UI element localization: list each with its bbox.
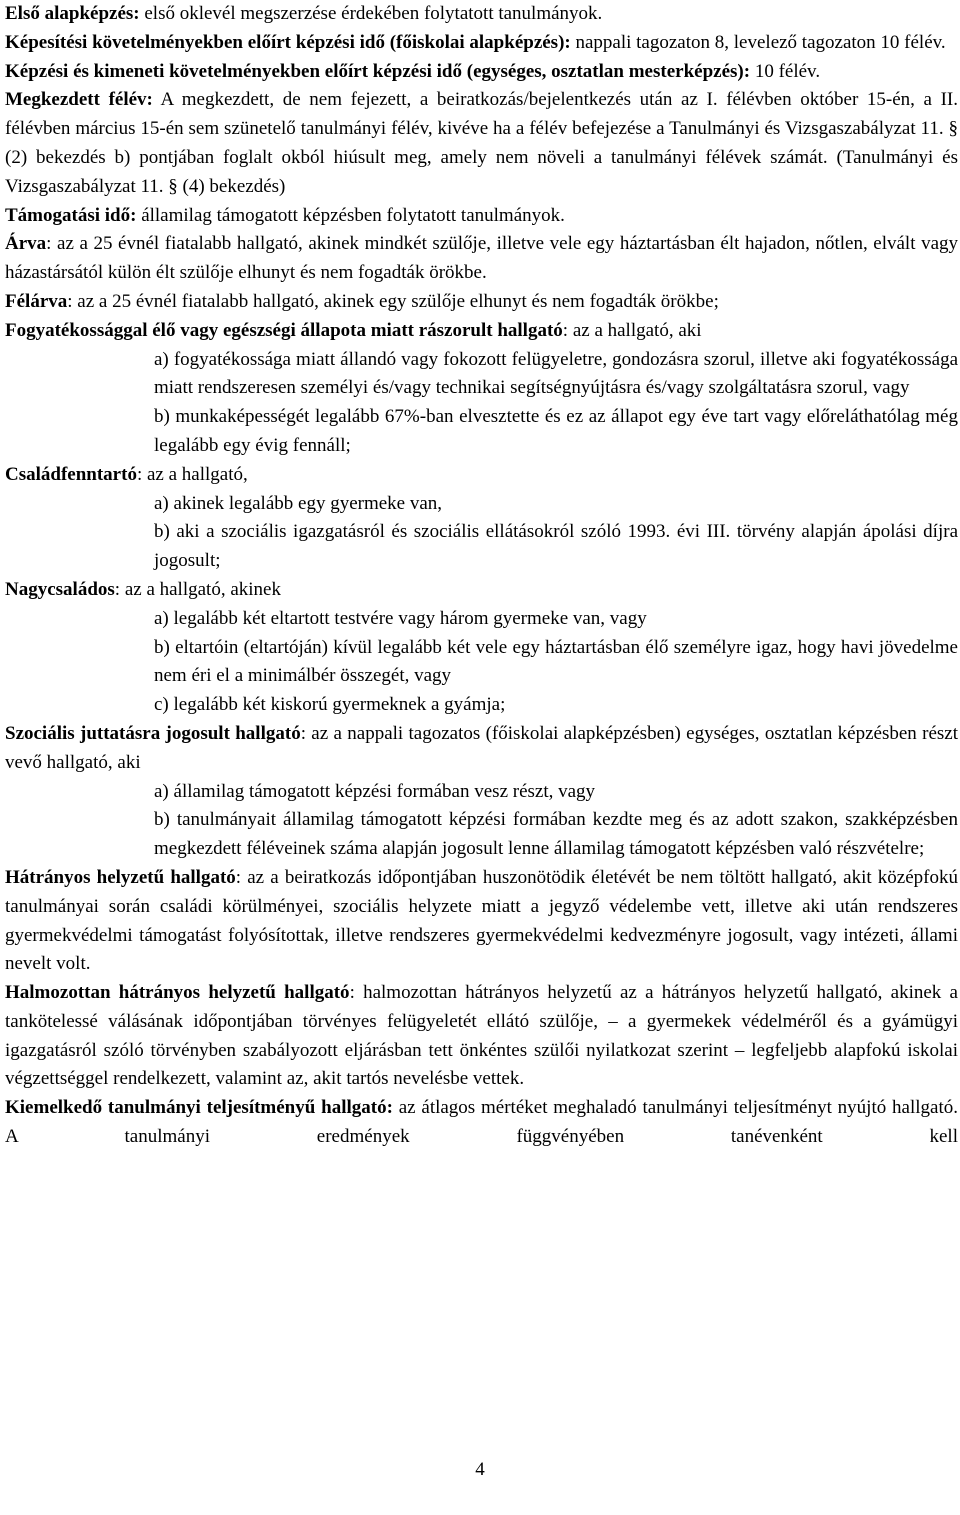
paragraph-tamogatasi-ido bbox=[5, 202, 958, 231]
paragraph-szocialis-juttatas bbox=[5, 720, 958, 778]
paragraph-megkezdett-felev bbox=[5, 86, 958, 201]
paragraph-csaladfenntarto-b bbox=[154, 518, 958, 576]
term-megkezdett-felev: Megkezdett félév: bbox=[5, 89, 153, 111]
term-elso-alapkepzes: Első alapképzés: bbox=[5, 3, 140, 24]
paragraph-kepesitesi-kovetelmeny bbox=[5, 29, 958, 58]
definition-nagycsalados-c: c) legalább két kiskorú gyermeknek a gyámja; bbox=[154, 694, 506, 716]
paragraph-arva bbox=[5, 230, 958, 288]
definition-arva: : az a 25 évnél fiatalabb hallgató, akinek mindkét szülője, illetve vele egy háztartásban élt hajadon, nőtlen, elvált vagy házastársától külön élt szülője elhunyt és nem fogadták örökbe. bbox=[5, 233, 958, 284]
definition-szocialis-juttatas-b: b) tanulmányait államilag támogatott képzési formában kezdte meg és az adott szakon, szakképzésben megkezdett féléveinek száma alapján jogosult lenne államilag támogatott képzésben való részvételre; bbox=[154, 809, 958, 860]
term-kiemelkedo-tanulmanyi: Kiemelkedő tanulmányi teljesítményű hallgató: bbox=[5, 1097, 393, 1119]
paragraph-halmozottan-hatranyos bbox=[5, 979, 958, 1094]
definition-halmozottan-hatranyos: : halmozottan hátrányos helyzetű az a hátrányos helyzetű hallgató, akinek a tankötelessé válásának időpontjában törvényes felügyeletét ellátó szülője, – a gyermekek védelméről és a gyámügyi igazgatásról szóló törvényben szabályozott eljárásban tett önkéntes szülői nyilatkozat szerint – legfeljebb alapfokú iskolai végzettséggel rendelkezett, valamint az, akit tartós nevelésbe vettek. bbox=[5, 982, 958, 1090]
definition-fogyatekossag: : az a hallgató, aki bbox=[562, 319, 702, 341]
document-body bbox=[5, 0, 958, 1152]
paragraph-hatranyos-helyzetu bbox=[5, 864, 958, 979]
paragraph-fogyatekossag bbox=[5, 317, 958, 346]
paragraph-fogyatekossag-a bbox=[154, 346, 958, 404]
term-fogyatekossag: Fogyatékossággal élő vagy egészségi állapota miatt rászorult hallgató bbox=[5, 319, 563, 341]
term-nagycsalados: Nagycsaládos bbox=[5, 578, 115, 600]
term-csaladfenntarto: Családfenntartó bbox=[5, 463, 137, 485]
definition-kiemelkedo-tanulmanyi: az átlagos mértéket meghaladó tanulmányi teljesítményt nyújtó hallgató. A tanulmányi eredmények függvényében tanévenként kell bbox=[5, 1097, 959, 1148]
definition-elso-alapkepzes: első oklevél megszerzése érdekében folytatott tanulmányok. bbox=[139, 3, 603, 24]
definition-nagycsalados: : az a hallgató, akinek bbox=[114, 578, 281, 600]
definition-felarva: : az a 25 évnél fiatalabb hallgató, akinek egy szülője elhunyt és nem fogadták örökbe; bbox=[67, 290, 719, 312]
definition-fogyatekossag-b: b) munkaképességét legalább 67%-ban elvesztette és ez az állapot egy éve tart vagy előreláthatólag még legalább egy évig fennáll; bbox=[154, 406, 958, 456]
paragraph-nagycsalados-b bbox=[154, 634, 958, 692]
definition-csaladfenntarto-a: a) akinek legalább egy gyermeke van, bbox=[154, 492, 443, 514]
definition-tamogatasi-ido: államilag támogatott képzésben folytatott tanulmányok. bbox=[136, 204, 565, 226]
definition-kepzesi-kimeneti: 10 félév. bbox=[750, 60, 821, 82]
term-halmozottan-hatranyos: Halmozottan hátrányos helyzetű hallgató bbox=[5, 982, 350, 1004]
definition-csaladfenntarto-b: b) aki a szociális igazgatásról és szociális ellátásokról szóló 1993. évi III. törvény alapján ápolási díjra jogosult; bbox=[154, 521, 958, 572]
term-felarva: Félárva bbox=[5, 290, 68, 312]
term-kepzesi-kimeneti: Képzési és kimeneti követelményekben előírt képzési idő (egységes, osztatlan mesterképzés): bbox=[5, 60, 751, 82]
definition-kepesitesi-kovetelmeny: nappali tagozaton 8, levelező tagozaton 10 félév. bbox=[570, 31, 946, 53]
paragraph-felarva bbox=[5, 288, 958, 317]
paragraph-kepzesi-kimeneti bbox=[5, 58, 958, 87]
definition-hatranyos-helyzetu: : az a beiratkozás időpontjában huszonötödik életévét be nem töltött hallgató, akit középfokú tanulmányai során családi körülményei, szociális helyzete miatt a jegyző védelembe vett, illetve aki után rendszeres gyermekvédelmi támogatást folyósítottak, illetve rendszeres gyermekvédelmi kedvezményre jogosult, vagy intézeti, állami nevelt volt. bbox=[5, 866, 958, 975]
term-arva: Árva bbox=[5, 233, 47, 255]
definition-fogyatekossag-a: a) fogyatékossága miatt állandó vagy fokozott felügyeletre, gondozásra szorul, illetve aki fogyatékossága miatt rendszeresen személyi és/vagy technikai segítségnyújtásra és/vagy szolgáltatásra szorul, vagy bbox=[154, 348, 958, 399]
paragraph-fogyatekossag-b bbox=[154, 403, 958, 461]
definition-nagycsalados-a: a) legalább két eltartott testvére vagy három gyermeke van, vagy bbox=[154, 607, 647, 629]
definition-csaladfenntarto: : az a hallgató, bbox=[136, 463, 248, 485]
term-hatranyos-helyzetu: Hátrányos helyzetű hallgató bbox=[5, 866, 236, 888]
term-szocialis-juttatas: Szociális juttatásra jogosult hallgató bbox=[5, 722, 301, 744]
term-kepesitesi-kovetelmeny: Képesítési követelményekben előírt képzési idő (főiskolai alapképzés): bbox=[5, 31, 571, 53]
paragraph-elso-alapkepzes bbox=[5, 0, 958, 29]
paragraph-szocialis-juttatas-a bbox=[154, 778, 958, 807]
paragraph-nagycsalados-a bbox=[154, 605, 958, 634]
term-tamogatasi-ido: Támogatási idő: bbox=[5, 204, 137, 226]
paragraph-csaladfenntarto-a bbox=[154, 490, 958, 519]
definition-szocialis-juttatas: : az a nappali tagozatos (főiskolai alapképzésben) egységes, osztatlan képzésben részt vevő hallgató, aki bbox=[5, 722, 959, 773]
paragraph-csaladfenntarto bbox=[5, 461, 958, 490]
paragraph-nagycsalados-c bbox=[154, 691, 958, 720]
paragraph-kiemelkedo-tanulmanyi bbox=[5, 1094, 958, 1152]
paragraph-szocialis-juttatas-b bbox=[154, 806, 958, 864]
definition-nagycsalados-b: b) eltartóin (eltartóján) kívül legalább két vele egy háztartásban élő személyre igaz, hogy havi jövedelme nem éri el a minimálbér összegét, vagy bbox=[154, 636, 958, 687]
definition-szocialis-juttatas-a: a) államilag támogatott képzési formában vesz részt, vagy bbox=[154, 780, 596, 802]
definition-megkezdett-felev: A megkezdett, de nem fejezett, a beiratkozás/bejelentkezés után az I. félévben október 15-én, a II. félévben március 15-én sem szünetelő tanulmányi félév, kivéve ha a félév befejezése a Tanulmányi és Vizsgaszabályzat 11. § (2) bekezdés b) pontjában foglalt okból hiúsult meg, amely nem növeli a tanulmányi félévek számát. (Tanulmányi és Vizsgaszabályzat 11. § (4) bekezdés) bbox=[5, 89, 958, 197]
page-number: 4 bbox=[475, 1459, 485, 1480]
paragraph-nagycsalados bbox=[5, 576, 958, 605]
